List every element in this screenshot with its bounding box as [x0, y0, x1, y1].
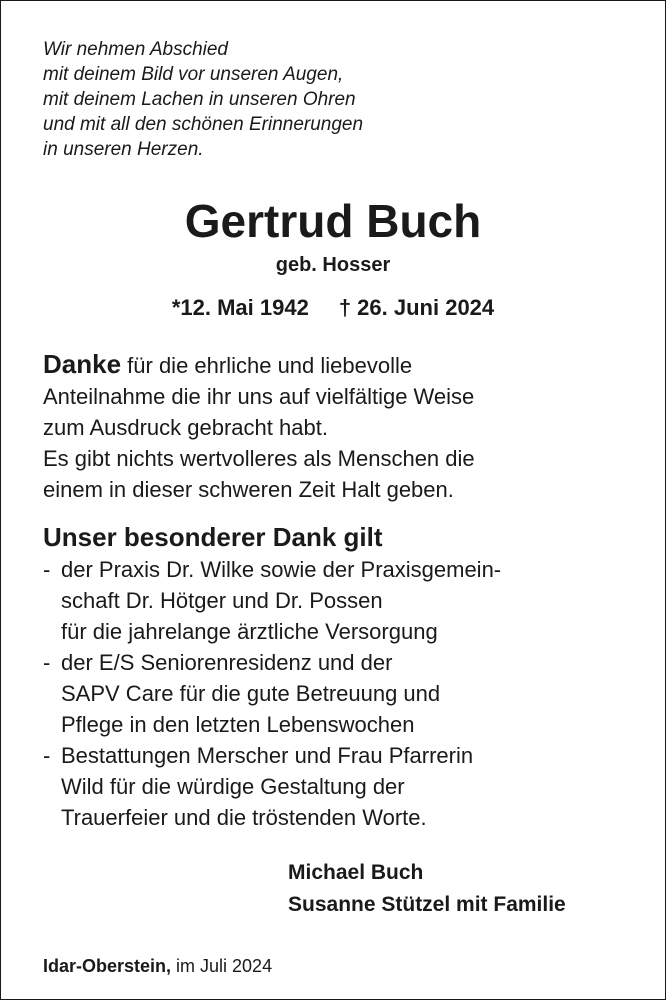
death-date: † 26. Juni 2024	[338, 295, 495, 320]
thanks-line: zum Ausdruck gebracht habt.	[43, 415, 328, 440]
list-item-line: für die jahrelange ärztliche Versorgung	[61, 619, 438, 644]
list-item	[43, 647, 501, 740]
maiden-name: geb. Hosser	[275, 254, 391, 276]
thanks-paragraph	[43, 349, 475, 505]
thanks-line: einem in dieser schweren Zeit Halt geben.	[43, 477, 454, 502]
place-city: Idar-Oberstein,	[43, 956, 172, 976]
list-item	[43, 740, 501, 833]
thanks-first-line	[43, 349, 475, 381]
thanks-line: Anteilnahme die ihr uns auf vielfältige Weise	[43, 384, 475, 409]
poem-line: mit deinem Bild vor unseren Augen,	[43, 64, 344, 85]
place-date	[43, 953, 272, 979]
list-dash: -	[43, 557, 51, 582]
poem-line: Wir nehmen Abschied	[43, 39, 228, 60]
list-item-line: schaft Dr. Hötger und Dr. Possen	[61, 588, 383, 613]
deceased-name: Gertrud Buch	[184, 195, 482, 247]
poem-line: in unseren Herzen.	[43, 139, 204, 160]
signature-name: Susanne Stützel mit Familie	[288, 893, 566, 916]
poem-line: und mit all den schönen Erinnerungen	[43, 114, 364, 135]
life-dates	[1, 293, 665, 323]
thanks-line: Es gibt nichts wertvolleres als Menschen die	[43, 446, 475, 471]
list-dash: -	[43, 650, 51, 675]
list-item-line: SAPV Care für die gute Betreuung und	[61, 681, 441, 706]
list-item-line: Pflege in den letzten Lebenswochen	[61, 712, 415, 737]
poem-line: mit deinem Lachen in unseren Ohren	[43, 89, 356, 110]
special-thanks-list	[43, 554, 501, 833]
list-item	[43, 554, 501, 647]
list-item-line: Bestattungen Merscher und Frau Pfarrerin	[61, 743, 474, 768]
place-month: im Juli 2024	[171, 956, 273, 976]
list-item-line: Wild für die würdige Gestaltung der	[61, 774, 405, 799]
list-item-line: der E/S Seniorenresidenz und der	[61, 650, 393, 675]
poem	[43, 37, 363, 162]
signature-name: Michael Buch	[288, 861, 424, 884]
birth-date: *12. Mai 1942	[171, 295, 309, 320]
special-thanks-heading: Unser besonderer Dank gilt	[43, 522, 383, 552]
list-dash: -	[43, 743, 51, 768]
thanks-first-line-rest: für die ehrliche und liebevolle	[121, 353, 413, 378]
signatures	[288, 857, 566, 921]
thanks-lead: Danke	[43, 349, 122, 379]
list-item-line: Trauerfeier und die tröstenden Worte.	[61, 805, 427, 830]
list-item-line: der Praxis Dr. Wilke sowie der Praxisgemein-	[61, 557, 502, 582]
